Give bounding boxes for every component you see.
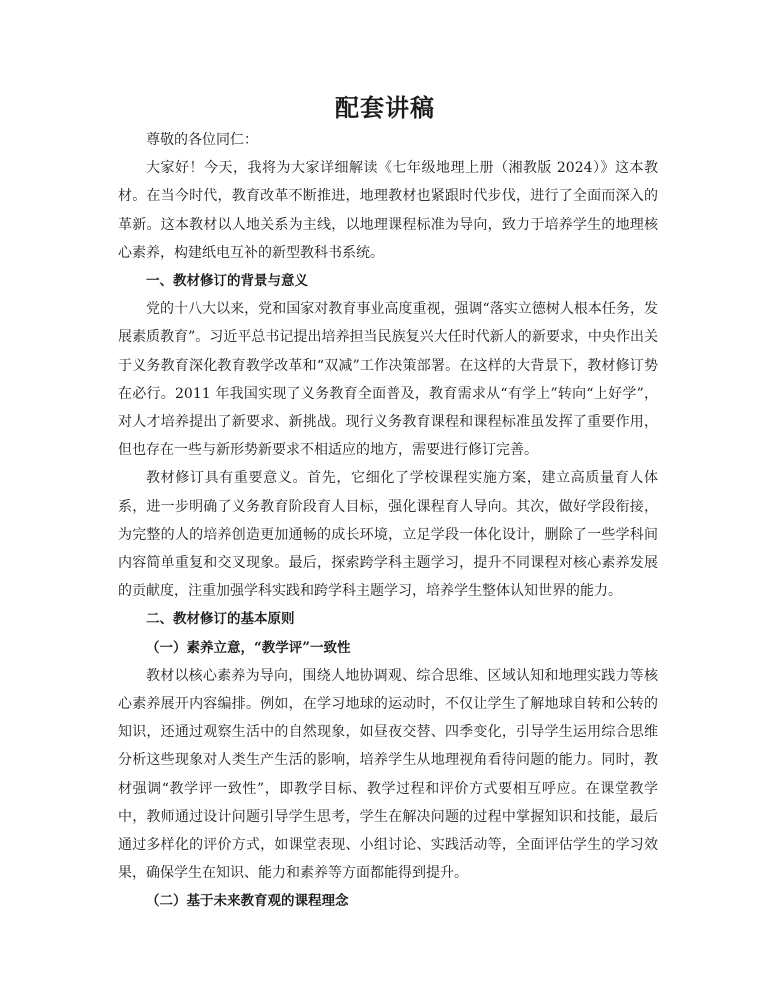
section-2-sub-1-heading: （一）素养立意，“教学评”一致性	[146, 639, 351, 656]
intro-paragraph: 大家好！今天，我将为大家详细解读《七年级地理上册（湘教版 2024）》这本教材。在当今时代，教育改革不断推进，地理教材也紧跟时代步伐，进行了全面而深入的革新。这本教材以人地关系为主线，以地理课程标准为导向，致力于培养学生的地理核心素养，构建纸电互补的新型教科书系统。	[118, 160, 658, 261]
document-body	[118, 126, 658, 916]
section-2-sub-1-paragraph: 教材以核心素养为导向，围绕人地协调观、综合思维、区域认知和地理实践力等核心素养展开内容编排。例如，在学习地球的运动时，不仅让学生了解地球自转和公转的知识，还通过观察生活中的自然现象，如昼夜交替、四季变化，引导学生运用综合思维分析这些现象对人类生产生活的影响，培养学生从地理视角看待问题的能力。同时，教材强调“教学评一致性”，即教学目标、教学过程和评价方式要相互呼应。在课堂教学中，教师通过设计问题引导学生思考，学生在解决问题的过程中掌握知识和技能，最后通过多样化的评价方式，如课堂表现、小组讨论、实践活动等，全面评估学生的学习效果，确保学生在知识、能力和素养等方面都能得到提升。	[118, 667, 658, 882]
page-title: 配套讲稿	[335, 93, 435, 122]
salutation: 尊敬的各位同仁：	[146, 132, 258, 148]
section-2-heading: 二、教材修订的基本原则	[146, 611, 295, 628]
section-1-paragraph-1: 党的十八大以来，党和国家对教育事业高度重视，强调“落实立德树人根本任务，发展素质教育”。习近平总书记提出培养担当民族复兴大任时代新人的新要求，中央作出关于义务教育深化教育教学改革和“双减”工作决策部署。在这样的大背景下，教材修订势在必行。2011 年我国实现了义务教育全面普及，教育需求从“有学上”转向“上好学”，对人才培养提出了新要求、新挑战。现行义务教育课程和课程标准虽发挥了重要作用，但也存在一些与新形势新要求不相适应的地方，需要进行修订完善。	[118, 301, 658, 459]
section-1-paragraph-2: 教材修订具有重要意义。首先，它细化了学校课程实施方案，建立高质量育人体系，进一步明确了义务教育阶段育人目标，强化课程育人导向。其次，做好学段衔接，为完整的人的培养创造更加通畅的成长环境，立足学段一体化设计，删除了一些学科间内容简单重复和交叉现象。最后，探索跨学科主题学习，提升不同课程对核心素养发展的贡献度，注重加强学科实践和跨学科主题学习，培养学生整体认知世界的能力。	[118, 470, 658, 600]
section-1-heading: 一、教材修订的背景与意义	[146, 273, 308, 290]
section-2-sub-2-heading: （二）基于未来教育观的课程理念	[146, 893, 349, 910]
